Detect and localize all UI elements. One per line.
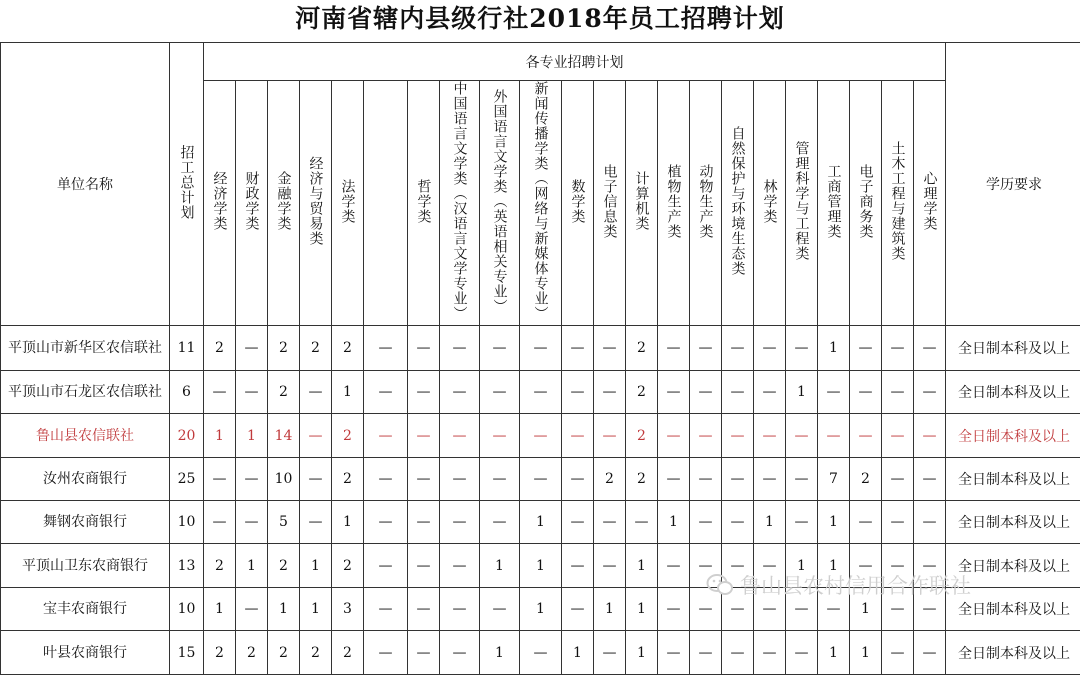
- specialty-value-cell: —: [236, 326, 268, 371]
- specialty-value-cell: —: [786, 414, 818, 458]
- specialty-value-cell: 2: [268, 631, 300, 675]
- specialty-value-cell: —: [594, 414, 626, 458]
- specialty-value-cell: —: [722, 544, 754, 588]
- specialty-value-cell: —: [914, 326, 946, 371]
- specialty-value-cell: 5: [268, 501, 300, 544]
- specialty-value-cell: —: [914, 631, 946, 675]
- specialty-header: 数学类: [562, 81, 594, 326]
- specialty-value-cell: —: [754, 544, 786, 588]
- specialty-value-cell: —: [850, 544, 882, 588]
- specialty-value-cell: 1: [594, 588, 626, 631]
- specialty-value-cell: —: [300, 414, 332, 458]
- specialty-value-cell: —: [690, 326, 722, 371]
- page-title: 河南省辖内县级行社2018年员工招聘计划: [0, 0, 1080, 40]
- specialty-value-cell: —: [594, 544, 626, 588]
- specialty-value-cell: —: [658, 588, 690, 631]
- specialty-header: 工商管理类: [818, 81, 850, 326]
- specialty-header: 经济学类: [204, 81, 236, 326]
- specialty-value-cell: —: [914, 371, 946, 414]
- specialty-value-cell: —: [562, 371, 594, 414]
- specialty-header: 动物生产类: [690, 81, 722, 326]
- education-cell: 全日制本科及以上: [946, 371, 1080, 414]
- specialty-value-cell: —: [754, 414, 786, 458]
- specialty-value-cell: 2: [626, 414, 658, 458]
- specialty-value-cell: 2: [626, 326, 658, 371]
- specialty-value-cell: 1: [480, 631, 520, 675]
- specialty-value-cell: —: [690, 631, 722, 675]
- education-cell: 全日制本科及以上: [946, 458, 1080, 501]
- specialty-value-cell: 14: [268, 414, 300, 458]
- specialty-value-cell: 1: [818, 326, 850, 371]
- specialty-value-cell: —: [690, 371, 722, 414]
- specialty-value-cell: —: [408, 458, 440, 501]
- specialty-value-cell: 2: [268, 544, 300, 588]
- specialty-header: 土木工程与建筑类: [882, 81, 914, 326]
- specialty-value-cell: —: [562, 414, 594, 458]
- specialty-value-cell: 1: [300, 588, 332, 631]
- specialty-value-cell: —: [364, 458, 408, 501]
- specialty-value-cell: —: [204, 501, 236, 544]
- specialty-value-cell: —: [408, 501, 440, 544]
- specialty-value-cell: —: [440, 631, 480, 675]
- specialty-value-cell: —: [882, 588, 914, 631]
- specialty-value-cell: —: [408, 371, 440, 414]
- wechat-icon: [706, 573, 734, 597]
- specialty-header: 计算机类: [626, 81, 658, 326]
- specialty-value-cell: —: [562, 501, 594, 544]
- specialty-value-cell: —: [722, 371, 754, 414]
- specialty-value-cell: 1: [520, 588, 562, 631]
- specialty-header: 法学类: [332, 81, 364, 326]
- specialty-value-cell: —: [562, 544, 594, 588]
- specialty-value-cell: —: [690, 588, 722, 631]
- specialty-value-cell: —: [520, 458, 562, 501]
- specialty-header: 林学类: [754, 81, 786, 326]
- specialty-value-cell: —: [914, 588, 946, 631]
- specialty-value-cell: —: [754, 326, 786, 371]
- specialty-header: 外国语言文学类（英语相关专业）: [480, 81, 520, 326]
- specialty-value-cell: —: [786, 326, 818, 371]
- specialty-value-cell: —: [882, 371, 914, 414]
- specialty-value-cell: —: [658, 631, 690, 675]
- specialty-value-cell: —: [914, 544, 946, 588]
- education-cell: 全日制本科及以上: [946, 588, 1080, 631]
- education-cell: 全日制本科及以上: [946, 414, 1080, 458]
- specialty-value-cell: 2: [332, 631, 364, 675]
- specialty-header: 新闻传播学类（网络与新媒体专业）: [520, 81, 562, 326]
- specialty-value-cell: 2: [332, 414, 364, 458]
- specialty-value-cell: —: [440, 588, 480, 631]
- total-plan-cell: 25: [170, 458, 204, 501]
- specialty-value-cell: —: [722, 414, 754, 458]
- specialty-value-cell: 1: [520, 544, 562, 588]
- specialty-value-cell: —: [690, 501, 722, 544]
- specialty-value-cell: —: [562, 588, 594, 631]
- specialty-header: 管理科学与工程类: [786, 81, 818, 326]
- specialty-value-cell: 2: [332, 544, 364, 588]
- specialty-value-cell: —: [520, 631, 562, 675]
- specialty-header: 电子信息类: [594, 81, 626, 326]
- specialty-value-cell: 2: [236, 631, 268, 675]
- total-plan-cell: 6: [170, 371, 204, 414]
- specialty-value-cell: 1: [626, 544, 658, 588]
- specialty-value-cell: —: [236, 371, 268, 414]
- specialty-value-cell: 1: [236, 414, 268, 458]
- specialty-value-cell: —: [440, 371, 480, 414]
- education-header: 学历要求: [946, 43, 1080, 326]
- specialty-value-cell: —: [658, 458, 690, 501]
- specialty-value-cell: —: [722, 326, 754, 371]
- specialty-value-cell: —: [754, 458, 786, 501]
- specialty-header: 金融学类: [268, 81, 300, 326]
- specialty-value-cell: 1: [332, 371, 364, 414]
- specialty-value-cell: —: [850, 326, 882, 371]
- unit-name-cell: 汝州农商银行: [1, 458, 170, 501]
- specialty-value-cell: —: [818, 371, 850, 414]
- education-cell: 全日制本科及以上: [946, 326, 1080, 371]
- education-cell: 全日制本科及以上: [946, 631, 1080, 675]
- specialty-header: 自然保护与环境生态类: [722, 81, 754, 326]
- specialty-value-cell: —: [480, 588, 520, 631]
- specialty-value-cell: —: [690, 544, 722, 588]
- specialty-value-cell: —: [690, 414, 722, 458]
- specialty-value-cell: 1: [818, 501, 850, 544]
- specialty-value-cell: 1: [204, 414, 236, 458]
- specialty-value-cell: 1: [850, 631, 882, 675]
- specialty-value-cell: —: [786, 501, 818, 544]
- total-plan-cell: 10: [170, 588, 204, 631]
- specialty-value-cell: —: [658, 414, 690, 458]
- watermark-text: 鲁山县农村信用合作联社: [740, 570, 971, 600]
- specialty-value-cell: —: [236, 588, 268, 631]
- specialty-value-cell: —: [562, 326, 594, 371]
- unit-name-cell: 鲁山县农信联社: [1, 414, 170, 458]
- specialty-value-cell: 1: [850, 588, 882, 631]
- specialty-value-cell: —: [520, 414, 562, 458]
- specialty-value-cell: 1: [658, 501, 690, 544]
- specialty-value-cell: —: [690, 458, 722, 501]
- specialty-header: 经济与贸易类: [300, 81, 332, 326]
- specialty-value-cell: —: [562, 458, 594, 501]
- specialty-value-cell: —: [480, 371, 520, 414]
- unit-name-header: 单位名称: [1, 43, 170, 326]
- specialty-value-cell: 1: [480, 544, 520, 588]
- specialty-value-cell: 7: [818, 458, 850, 501]
- specialty-value-cell: 2: [626, 458, 658, 501]
- specialty-value-cell: 3: [332, 588, 364, 631]
- table-row: [1, 414, 1080, 458]
- specialty-value-cell: —: [914, 458, 946, 501]
- specialty-value-cell: —: [440, 458, 480, 501]
- specialty-value-cell: —: [440, 544, 480, 588]
- specialty-value-cell: —: [480, 326, 520, 371]
- specialty-value-cell: 2: [332, 458, 364, 501]
- specialty-value-cell: —: [658, 371, 690, 414]
- specialty-value-cell: —: [364, 588, 408, 631]
- specialty-value-cell: —: [300, 371, 332, 414]
- specialty-value-cell: —: [882, 458, 914, 501]
- specialty-value-cell: —: [658, 544, 690, 588]
- total-plan-header: 招工总计划: [170, 43, 204, 326]
- specialty-header: 植物生产类: [658, 81, 690, 326]
- specialty-value-cell: 1: [626, 588, 658, 631]
- total-plan-cell: 15: [170, 631, 204, 675]
- specialty-value-cell: —: [818, 588, 850, 631]
- specialty-value-cell: 1: [268, 588, 300, 631]
- specialty-value-cell: —: [480, 501, 520, 544]
- total-plan-cell: 20: [170, 414, 204, 458]
- specialty-value-cell: —: [786, 631, 818, 675]
- watermark: [706, 570, 971, 600]
- total-plan-cell: 13: [170, 544, 204, 588]
- specialty-value-cell: —: [364, 631, 408, 675]
- specialty-value-cell: —: [850, 371, 882, 414]
- specialty-value-cell: —: [520, 371, 562, 414]
- specialty-value-cell: —: [722, 458, 754, 501]
- specialty-value-cell: 2: [204, 631, 236, 675]
- specialty-value-cell: 2: [204, 544, 236, 588]
- specialty-value-cell: —: [408, 588, 440, 631]
- specialty-value-cell: 2: [850, 458, 882, 501]
- specialty-value-cell: 2: [300, 631, 332, 675]
- unit-name-cell: 叶县农商银行: [1, 631, 170, 675]
- specialty-value-cell: 1: [520, 501, 562, 544]
- total-plan-cell: 11: [170, 326, 204, 371]
- specialty-value-cell: —: [594, 501, 626, 544]
- table-row: [1, 458, 1080, 501]
- specialty-value-cell: 1: [332, 501, 364, 544]
- specialty-group-header: 各专业招聘计划: [204, 43, 946, 81]
- education-cell: 全日制本科及以上: [946, 501, 1080, 544]
- total-plan-cell: 10: [170, 501, 204, 544]
- specialty-value-cell: 1: [786, 544, 818, 588]
- specialty-value-cell: —: [914, 414, 946, 458]
- specialty-value-cell: —: [480, 458, 520, 501]
- specialty-value-cell: —: [480, 414, 520, 458]
- specialty-value-cell: —: [300, 501, 332, 544]
- specialty-header: 中国语言文学类（汉语言文学专业）: [440, 81, 480, 326]
- specialty-value-cell: —: [850, 501, 882, 544]
- specialty-value-cell: —: [754, 371, 786, 414]
- specialty-value-cell: —: [236, 458, 268, 501]
- specialty-value-cell: 1: [204, 588, 236, 631]
- specialty-value-cell: —: [882, 326, 914, 371]
- specialty-value-cell: —: [818, 414, 850, 458]
- specialty-value-cell: —: [722, 588, 754, 631]
- table-row: [1, 501, 1080, 544]
- specialty-header: 哲学类: [408, 81, 440, 326]
- specialty-value-cell: —: [658, 326, 690, 371]
- specialty-value-cell: —: [204, 371, 236, 414]
- specialty-value-cell: —: [440, 501, 480, 544]
- specialty-value-cell: 2: [204, 326, 236, 371]
- specialty-value-cell: —: [594, 371, 626, 414]
- specialty-value-cell: —: [520, 326, 562, 371]
- table-row: [1, 631, 1080, 675]
- specialty-value-cell: 2: [594, 458, 626, 501]
- specialty-value-cell: —: [594, 326, 626, 371]
- specialty-value-cell: —: [882, 544, 914, 588]
- specialty-value-cell: —: [594, 631, 626, 675]
- education-cell: 全日制本科及以上: [946, 544, 1080, 588]
- specialty-value-cell: —: [204, 458, 236, 501]
- specialty-value-cell: —: [236, 501, 268, 544]
- specialty-value-cell: —: [408, 326, 440, 371]
- specialty-value-cell: —: [626, 501, 658, 544]
- specialty-value-cell: —: [364, 544, 408, 588]
- specialty-header: 财政学类: [236, 81, 268, 326]
- specialty-value-cell: —: [300, 458, 332, 501]
- specialty-value-cell: 2: [626, 371, 658, 414]
- specialty-value-cell: —: [440, 326, 480, 371]
- specialty-value-cell: —: [722, 631, 754, 675]
- unit-name-cell: 平顶山市石龙区农信联社: [1, 371, 170, 414]
- unit-name-cell: 平顶山卫东农商银行: [1, 544, 170, 588]
- specialty-value-cell: 1: [818, 631, 850, 675]
- specialty-value-cell: —: [882, 414, 914, 458]
- specialty-value-cell: —: [786, 458, 818, 501]
- specialty-value-cell: —: [408, 631, 440, 675]
- specialty-value-cell: —: [364, 414, 408, 458]
- specialty-value-cell: —: [364, 501, 408, 544]
- specialty-value-cell: 10: [268, 458, 300, 501]
- specialty-value-cell: —: [850, 414, 882, 458]
- unit-name-cell: 舞钢农商银行: [1, 501, 170, 544]
- specialty-value-cell: 1: [300, 544, 332, 588]
- specialty-value-cell: —: [408, 544, 440, 588]
- specialty-value-cell: —: [882, 501, 914, 544]
- specialty-value-cell: —: [364, 371, 408, 414]
- table-row: [1, 326, 1080, 371]
- specialty-value-cell: 1: [236, 544, 268, 588]
- unit-name-cell: 平顶山市新华区农信联社: [1, 326, 170, 371]
- specialty-header: [364, 81, 408, 326]
- specialty-value-cell: 1: [818, 544, 850, 588]
- specialty-value-cell: 1: [786, 371, 818, 414]
- specialty-value-cell: 1: [626, 631, 658, 675]
- specialty-value-cell: —: [440, 414, 480, 458]
- specialty-header: 心理学类: [914, 81, 946, 326]
- specialty-value-cell: —: [786, 588, 818, 631]
- specialty-value-cell: 2: [300, 326, 332, 371]
- specialty-value-cell: —: [754, 631, 786, 675]
- specialty-value-cell: —: [722, 501, 754, 544]
- specialty-value-cell: 2: [332, 326, 364, 371]
- specialty-value-cell: 2: [268, 371, 300, 414]
- specialty-value-cell: —: [754, 588, 786, 631]
- specialty-value-cell: —: [882, 631, 914, 675]
- unit-name-cell: 宝丰农商银行: [1, 588, 170, 631]
- specialty-value-cell: —: [364, 326, 408, 371]
- specialty-value-cell: —: [408, 414, 440, 458]
- table-row: [1, 371, 1080, 414]
- specialty-value-cell: 1: [562, 631, 594, 675]
- specialty-value-cell: —: [914, 501, 946, 544]
- specialty-header: 电子商务类: [850, 81, 882, 326]
- specialty-value-cell: 1: [754, 501, 786, 544]
- specialty-value-cell: 2: [268, 326, 300, 371]
